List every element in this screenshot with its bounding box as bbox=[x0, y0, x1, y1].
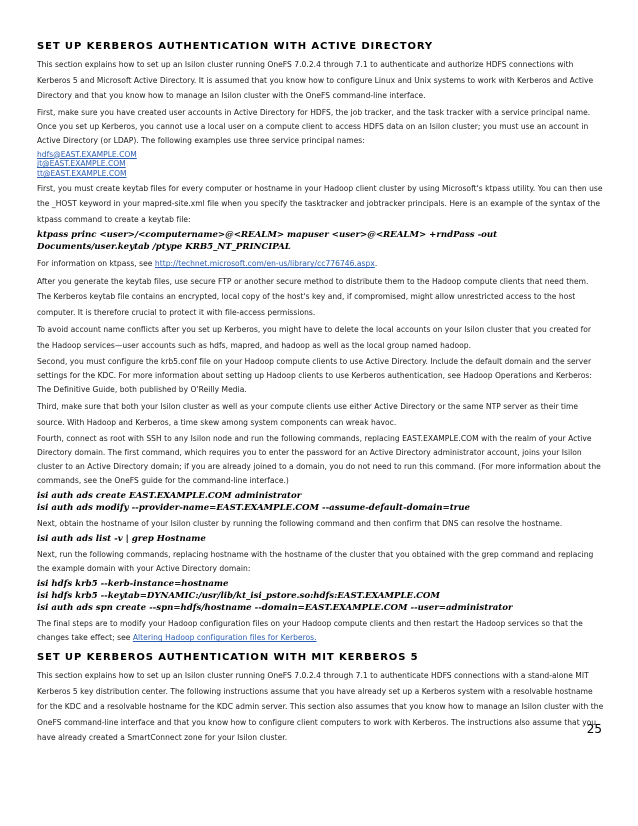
account-conflicts-paragraph: To avoid account name conflicts after you set up Kerberos, you might have to delete the local accounts on your Isilon cluster that you created for the Hadoop services—user accounts such as hdfs, mapred, and hadoop as well as the local group named hadoop. bbox=[37, 325, 592, 350]
technet-link[interactable]: http://technet.microsoft.com/en-us/library/cc776746.aspx bbox=[154, 259, 375, 269]
principal-names-list bbox=[37, 150, 605, 179]
hostname-paragraph: Next, obtain the hostname of your Isilon cluster by running the following command and then confirm that DNS can resolve the hostname. bbox=[37, 519, 563, 529]
krb5-conf-paragraph: Second, you must configure the krb5.conf file on your Hadoop compute clients to use Active Directory. Include the default domain and the server settings for the KDC. For more information about setting up Hadoop clients to use Kerberos authentication, see Hadoop Operations and Kerberos: The Definitive Guide, both published by O'Reilly Media. bbox=[37, 357, 592, 395]
mit-intro-paragraph: This section explains how to set up an Isilon cluster running OneFS 7.0.2.4 through 7.1 to authenticate HDFS connections with a stand-alone MIT Kerberos 5 key distribution center. The following instructions assume that you have already set up a Kerberos system with a resolvable hostname for the KDC and a resolvable hostname for the KDC admin server. This section also assumes that you know how to manage an Isilon cluster with the OneFS command-line interface and that you know how to configure client computers to work with Kerberos. The instructions also assume that you have already created a SmartConnect zone for your Isilon cluster. bbox=[37, 671, 604, 743]
document-page bbox=[37, 40, 605, 748]
hdfs-krb5-commands: isi hdfs krb5 --kerb-instance=hostname isi hdfs krb5 --keytab=DYNAMIC:/usr/lib/kt_isi_pstore.so:hdfs:EAST.EXAMPLE.COM isi auth ads spn create --spn=hdfs/hostname --domain=EAST.EXAMPLE.COM --user=administrator bbox=[37, 579, 513, 614]
distribute-keytab-paragraph: After you generate the keytab files, use secure FTP or another secure method to distribute them to the Hadoop compute clients that need them. The Kerberos keytab file contains an encrypted, local copy of the host's key and, if compromised, might allow unrestricted access to the host computer. It is therefore crucial to protect it with file-access permissions. bbox=[37, 276, 589, 317]
ntp-paragraph: Third, make sure that both your Isilon cluster as well as your compute clients use either Active Directory or the same NTP server as their time source. With Hadoop and Kerberos, a time skew among system components can wreak havoc. bbox=[37, 402, 579, 427]
hdfs-commands-paragraph: Next, run the following commands, replacing hostname with the hostname of the cluster that you obtained with the grep command and replacing the example domain with your Active Directory domain: bbox=[37, 550, 594, 574]
ktpass-info-suffix: . bbox=[374, 259, 378, 269]
ads-commands: isi auth ads create EAST.EXAMPLE.COM administrator isi auth ads modify --provider-name=EAST.EXAMPLE.COM --assume-default-domain=true bbox=[37, 491, 470, 514]
page-number: 25 bbox=[586, 722, 602, 736]
section-heading-mit-kerberos: SET UP KERBEROS AUTHENTICATION WITH MIT KERBEROS 5 bbox=[37, 652, 419, 664]
intro-paragraph: This section explains how to set up an Isilon cluster running OneFS 7.0.2.4 through 7.1 to authenticate and authorize HDFS connections with Kerberos 5 and Microsoft Active Directory. It is assumed that you know how to configure Linux and Unix systems to work with Kerberos and Active Directory and that you know how to manage an Isilon cluster with the OneFS command-line interface. bbox=[37, 60, 594, 100]
final-steps-paragraph bbox=[37, 617, 605, 645]
principal-hdfs-link[interactable]: hdfs@EAST.EXAMPLE.COM bbox=[37, 149, 137, 159]
ktpass-info-prefix: For information on ktpass, see bbox=[37, 259, 155, 269]
ssh-commands-paragraph: Fourth, connect as root with SSH to any Isilon node and run the following commands, replacing EAST.EXAMPLE.COM with the realm of your Active Directory domain. The first command, which requires you to enter the password for an Active Directory administrator account, joins your Isilon cluster to an Active Directory domain; if you are already joined to a domain, you do not need to run this command. (For more information about the commands, see the OneFS guide for the command-line interface.) bbox=[37, 434, 601, 486]
section-heading-active-directory: SET UP KERBEROS AUTHENTICATION WITH ACTIVE DIRECTORY bbox=[37, 41, 434, 52]
final-steps-prefix: The final steps are to modify your Hadoop configuration files on your Hadoop compute clients and then restart the Hadoop services so that the changes take effect; see bbox=[37, 619, 583, 643]
user-accounts-paragraph: First, make sure you have created user accounts in Active Directory for HDFS, the job tracker, and the task tracker with a service principal name. Once you set up Kerberos, you cannot use a local user on a compute client to access HDFS data on an Isilon cluster; you must use an account in Active Directory (or LDAP). The following examples use three service principal names: bbox=[37, 107, 591, 145]
principal-jt-link[interactable]: jt@EAST.EXAMPLE.COM bbox=[37, 159, 126, 169]
altering-config-link[interactable]: Altering Hadoop configuration files for Kerberos. bbox=[132, 633, 317, 643]
ktpass-info-paragraph bbox=[37, 256, 605, 272]
ktpass-command: ktpass princ <user>/<computername>@<REALM> mapuser <user>@<REALM> +rndPass -out Documents/user.keytab /ptype KRB5_NT_PRINCIPAL bbox=[37, 230, 498, 253]
principal-tt-link[interactable]: tt@EAST.EXAMPLE.COM bbox=[37, 169, 127, 179]
hostname-command: isi auth ads list -v | grep Hostname bbox=[37, 534, 206, 545]
keytab-paragraph: First, you must create keytab files for every computer or hostname in your Hadoop client cluster by using Microsoft's ktpass utility. You can then use the _HOST keyword in your mapred-site.xml file when you specify the tasktracker and jobtracker principals. Here is an example of the syntax of the ktpass command to create a keytab file: bbox=[37, 183, 603, 224]
